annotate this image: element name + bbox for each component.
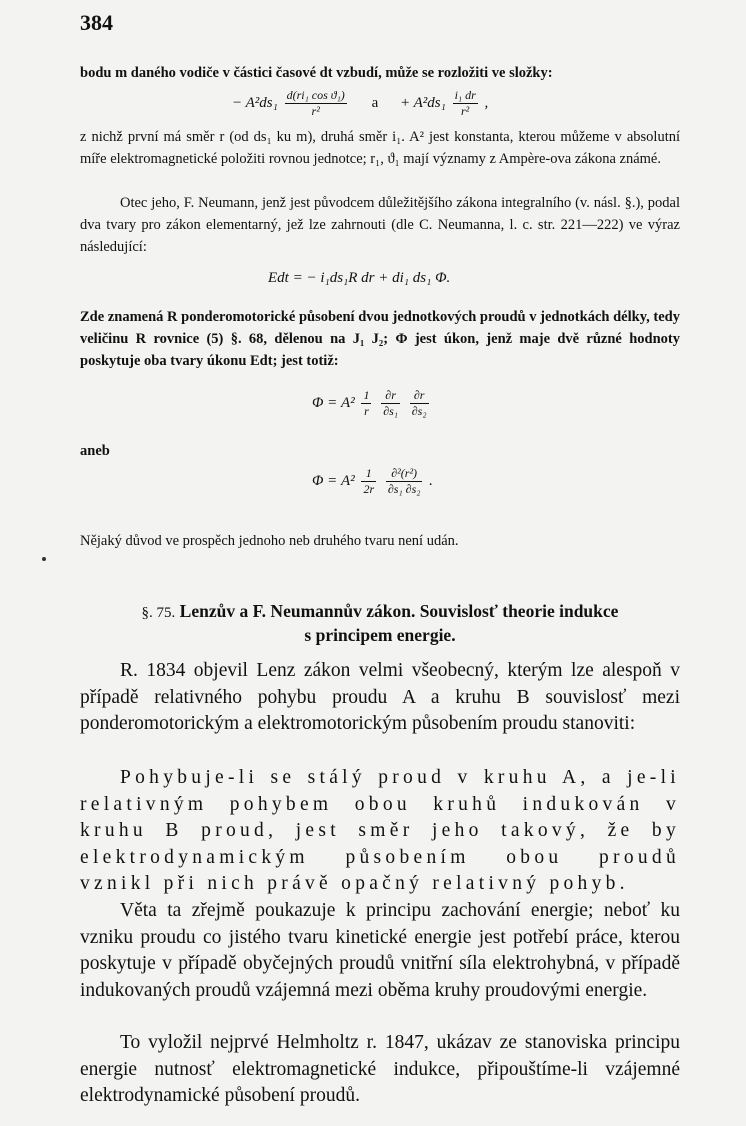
eq1-left-num: d(ri₁ cos ϑ₁) [286, 88, 345, 102]
eq3-fraction-1 [361, 388, 371, 419]
eq3-lhs: Φ = A² [312, 394, 355, 411]
paragraph-explanation: z nichž první má směr r (od ds₁ ku m), druhá směr i₁. A² jest konstanta, kterou můžeme v absolutní míře elektromagnetické položiti rovnou jednotce; r₁, ϑ₁ mají významy z Ampère-ova zákona známé. [80, 129, 680, 167]
section-title-line1: Lenzův a F. Neumannův zákon. Souvislosť theorie indukce [179, 601, 619, 621]
section-heading [80, 600, 680, 646]
paragraph-lead: bodu m daného vodiče v částici časové dt vzbudí, může se rozložiti ve složky: [80, 65, 553, 81]
body-paragraph-4: To vyložil nejprvé Helmholtz r. 1847, ukázav ze stanoviska principu energie nutnosť elektromagnetické indukce, připouštíme-li vzájemné elektrodynamické působení proudů. [80, 1032, 680, 1106]
body-paragraph-2-lenz-law: Pohybuje-li se stálý proud v kruhu A, a je-li relativným pohybem obou kruhů indukován v kruhu B proud, jest směr jeho takový, že by elektrodynamickým působením obou proudů vznikl při nich právě opačný relativný pohyb. [80, 767, 680, 894]
body-paragraph-3: Věta ta zřejmě poukazuje k principu zachování energie; neboť ku vzniku proudu co jistého tvaru kinetické energie jest potřebí práce, kterou poskytuje v případě obyčejných proudů vnitřní síla elektrohybná, v případě indukovaných proudů vzájemná mezi oběma kruhy proudovými energie. [80, 900, 680, 1001]
eq1-left-prefix: − A²ds₁ [232, 94, 278, 111]
eq1-conjunction: a [371, 94, 379, 111]
page-number: 384 [80, 10, 113, 35]
eq4-f1-num: 1 [361, 466, 376, 482]
eq1-right-prefix: + A²ds₁ [399, 94, 446, 111]
paragraph-neumann: Otec jeho, F. Neumann, jenž jest původcem důležitějšího zákona integralního (v. násl. §.), podal dva tvary pro zákon elementarný, jež lze zahrnouti (dle C. Neumanna, l. c. str. 221—222) ve výraz následující: [80, 195, 680, 255]
section-title-line2: s principem energie. [304, 625, 456, 645]
eq4-lhs: Φ = A² [312, 472, 355, 489]
eq3-f1-num: 1 [363, 388, 370, 402]
eq1-right-den: r² [461, 104, 470, 118]
eq4-f2-num: ∂²(r²) [386, 466, 423, 482]
eq3-fraction-2 [381, 388, 400, 419]
paragraph-definition: Zde znamená R ponderomotorické působení dvou jednotkových proudů v jednotkách délky, tedy veličinu R rovnice (5) §. 68, dělenou na J₁ J₂; Φ jest úkon, jenž maje dvě různé hodnoty poskytuje oba tvary úkonu Edt; jest totiž: [80, 309, 680, 369]
eq1-tail: , [484, 94, 489, 111]
equation-phi-second [312, 466, 433, 497]
equation-phi-first [312, 388, 432, 419]
eq4-f1-den: 2r [363, 482, 375, 496]
eq4-tail: . [429, 472, 433, 489]
eq1-left-den: r² [311, 104, 320, 118]
eq3-f2-den: ∂s₁ [383, 404, 398, 418]
eq3-f2-num: ∂r [381, 388, 400, 404]
paragraph-no-reason: Nějaký důvod ve prospěch jednoho neb druhého tvaru není udán. [80, 533, 459, 549]
eq1-right-fraction [453, 88, 478, 119]
eq3-f3-num: ∂r [410, 388, 429, 404]
equation-edt: Edt = − i₁ds₁R dr + di₁ ds₁ Φ. [268, 270, 451, 286]
eq1-right-num: i₁ dr [454, 88, 476, 102]
print-speck [42, 557, 46, 561]
section-number: §. 75. [141, 605, 176, 621]
eq4-fraction-1 [361, 466, 376, 497]
word-aneb: aneb [80, 443, 110, 459]
eq3-f3-den: ∂s₂ [411, 404, 427, 418]
body-paragraph-1: R. 1834 objevil Lenz zákon velmi všeobecný, kterým lze alespoň v případě relativného pohybu proudu A a kruhu B souvislosť mezi ponderomotorickým a elektromotorickým působením proudu stanoviti: [80, 660, 680, 734]
eq1-left-fraction [285, 88, 347, 119]
eq3-f1-den: r [364, 404, 369, 418]
equation-components [232, 88, 488, 119]
eq3-fraction-3 [410, 388, 429, 419]
eq4-fraction-2 [386, 466, 423, 497]
eq4-f2-den: ∂s₁ ∂s₂ [387, 482, 421, 496]
